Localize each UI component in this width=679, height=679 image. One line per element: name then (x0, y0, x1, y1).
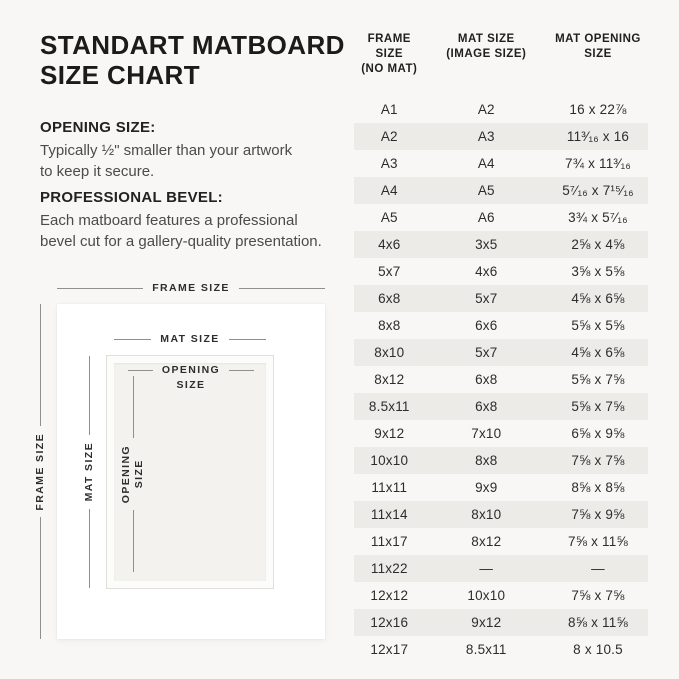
opening-size-label-text: OPENING SIZE (120, 444, 145, 504)
rule-line (89, 356, 90, 435)
table-row (354, 555, 648, 582)
mat-size-label-top (114, 333, 266, 345)
table-row (354, 636, 648, 663)
table-cell: 9x9 (475, 480, 498, 495)
table-cell: A5 (380, 210, 398, 225)
rule-line (57, 288, 143, 289)
rule-line (229, 339, 266, 340)
rule-line (40, 517, 41, 639)
table-cell: 12x17 (370, 642, 409, 657)
page-title-line1: STANDART MATBOARD (40, 30, 345, 60)
table-row (354, 285, 648, 312)
opening-size-text-line2: to keep it secure. (40, 163, 155, 180)
table-cell: 6⅝ x 9⅝ (571, 426, 625, 441)
table-cell: 5⅝ x 7⅝ (571, 399, 625, 414)
table-cell: 6x8 (475, 372, 498, 387)
opening-size-text-line1: Typically ½" smaller than your artwork (40, 142, 293, 159)
opening-size-label-text2: SIZE (176, 379, 206, 391)
table-cell: 4⅝ x 6⅝ (571, 345, 625, 360)
table-rows (354, 96, 648, 663)
table-row (354, 231, 648, 258)
table-row (354, 96, 648, 123)
table-row (354, 366, 648, 393)
table-cell: 4x6 (378, 237, 401, 252)
table-cell: 4⅝ x 6⅝ (571, 291, 625, 306)
table-cell: 2⅝ x 4⅝ (571, 237, 625, 252)
rule-line (239, 288, 325, 289)
table-cell: A3 (380, 156, 398, 171)
column-header-mat-opening-size: MAT OPENING SIZE (555, 33, 641, 60)
rule-line (133, 376, 134, 438)
table-header-row (354, 32, 648, 77)
table-row (354, 447, 648, 474)
table-cell: 11x22 (370, 561, 408, 576)
rule-line (40, 304, 41, 426)
table-row (354, 150, 648, 177)
table-cell: 6x8 (475, 399, 498, 414)
table-row (354, 339, 648, 366)
table-row (354, 204, 648, 231)
column-header-mat-size: MAT SIZE (IMAGE SIZE) (446, 33, 527, 60)
frame-size-label-text: FRAME SIZE (152, 282, 230, 294)
table-row (354, 501, 648, 528)
table-cell: 5⁷⁄₁₆ x 7¹⁵⁄₁₆ (562, 183, 634, 198)
table-row (354, 123, 648, 150)
mat-size-label-text: MAT SIZE (83, 442, 95, 502)
table-cell: 8x8 (475, 453, 498, 468)
table-cell: 8 x 10.5 (573, 642, 623, 657)
rule-line (114, 339, 151, 340)
table-cell: 9x12 (471, 615, 502, 630)
table-cell: A4 (477, 156, 495, 171)
mat-size-label-left (82, 356, 96, 588)
table-row (354, 177, 648, 204)
mat-size-label-text: MAT SIZE (160, 333, 220, 345)
table-cell: 8⅝ x 8⅝ (571, 480, 625, 495)
table-cell: 8x8 (378, 318, 401, 333)
table-cell: 12x16 (370, 615, 409, 630)
column-header-frame-size: FRAME SIZE (NO MAT) (361, 33, 418, 75)
table-cell: A4 (380, 183, 398, 198)
table-cell: 5x7 (475, 345, 498, 360)
table-cell: 11x11 (371, 480, 408, 495)
table-cell: 16 x 22⅞ (569, 102, 627, 117)
professional-bevel-note (40, 189, 340, 252)
table-cell: — (479, 561, 494, 576)
table-cell: 11x14 (370, 507, 408, 522)
professional-bevel-text-line1: Each matboard features a professional (40, 212, 298, 229)
professional-bevel-heading: PROFESSIONAL BEVEL: (40, 189, 223, 206)
table-cell: A5 (477, 183, 495, 198)
table-cell: 10x10 (467, 588, 506, 603)
table-row (354, 420, 648, 447)
matboard-size-table (354, 32, 648, 663)
frame-size-label-text: FRAME SIZE (34, 432, 46, 511)
table-cell: 8x12 (374, 372, 405, 387)
table-cell: 12x12 (370, 588, 409, 603)
professional-bevel-text-line2: bevel cut for a gallery-quality presentation. (40, 233, 322, 250)
table-row (354, 528, 648, 555)
opening-size-label-left (116, 376, 150, 572)
matboard-diagram (30, 276, 332, 656)
table-cell: 7⅝ x 7⅝ (571, 453, 625, 468)
table-cell: 3⅝ x 5⅝ (571, 264, 625, 279)
table-row (354, 582, 648, 609)
table-cell: 10x10 (370, 453, 409, 468)
table-cell: 8x10 (374, 345, 405, 360)
rule-line (229, 370, 254, 371)
table-cell: 6x6 (475, 318, 498, 333)
table-cell: 5x7 (475, 291, 498, 306)
frame-size-label-left (32, 304, 48, 639)
page-title (40, 30, 345, 90)
table-cell: A3 (477, 129, 495, 144)
table-cell: 6x8 (378, 291, 401, 306)
table-cell: 8.5x11 (368, 399, 410, 414)
opening-size-heading: OPENING SIZE: (40, 119, 156, 136)
table-cell: 3¾ x 5⁷⁄₁₆ (568, 210, 628, 225)
table-row (354, 258, 648, 285)
opening-size-label-text: OPENING (161, 364, 221, 376)
rule-line (128, 370, 153, 371)
page-title-line2: SIZE CHART (40, 60, 200, 90)
table-cell: 7¾ x 11³⁄₁₆ (565, 156, 631, 171)
table-cell: 11x17 (370, 534, 408, 549)
table-cell: 9x12 (374, 426, 405, 441)
table-cell: A2 (380, 129, 398, 144)
rule-line (89, 509, 90, 588)
table-cell: 5⅝ x 7⅝ (571, 372, 625, 387)
table-cell: 8.5x11 (465, 642, 507, 657)
table-cell: 5x7 (378, 264, 401, 279)
table-cell: 7x10 (471, 426, 502, 441)
table-row (354, 393, 648, 420)
frame-size-label-top (57, 282, 325, 294)
opening-size-note (40, 119, 340, 182)
table-cell: A1 (380, 102, 398, 117)
table-cell: 11³⁄₁₆ x 16 (566, 129, 630, 144)
table-row (354, 312, 648, 339)
table-cell: A6 (477, 210, 495, 225)
table-cell: 7⅝ x 9⅝ (571, 507, 625, 522)
table-cell: 4x6 (475, 264, 498, 279)
table-row (354, 474, 648, 501)
table-cell: 8⅝ x 11⅝ (568, 615, 628, 630)
table-cell: 3x5 (475, 237, 498, 252)
table-cell: 8x12 (471, 534, 502, 549)
table-row (354, 609, 648, 636)
table-cell: 5⅝ x 5⅝ (571, 318, 625, 333)
table-cell: 7⅝ x 11⅝ (568, 534, 628, 549)
table-cell: 7⅝ x 7⅝ (571, 588, 625, 603)
table-cell: — (591, 561, 605, 576)
table-cell: 8x10 (471, 507, 502, 522)
rule-line (133, 510, 134, 572)
table-cell: A2 (477, 102, 495, 117)
